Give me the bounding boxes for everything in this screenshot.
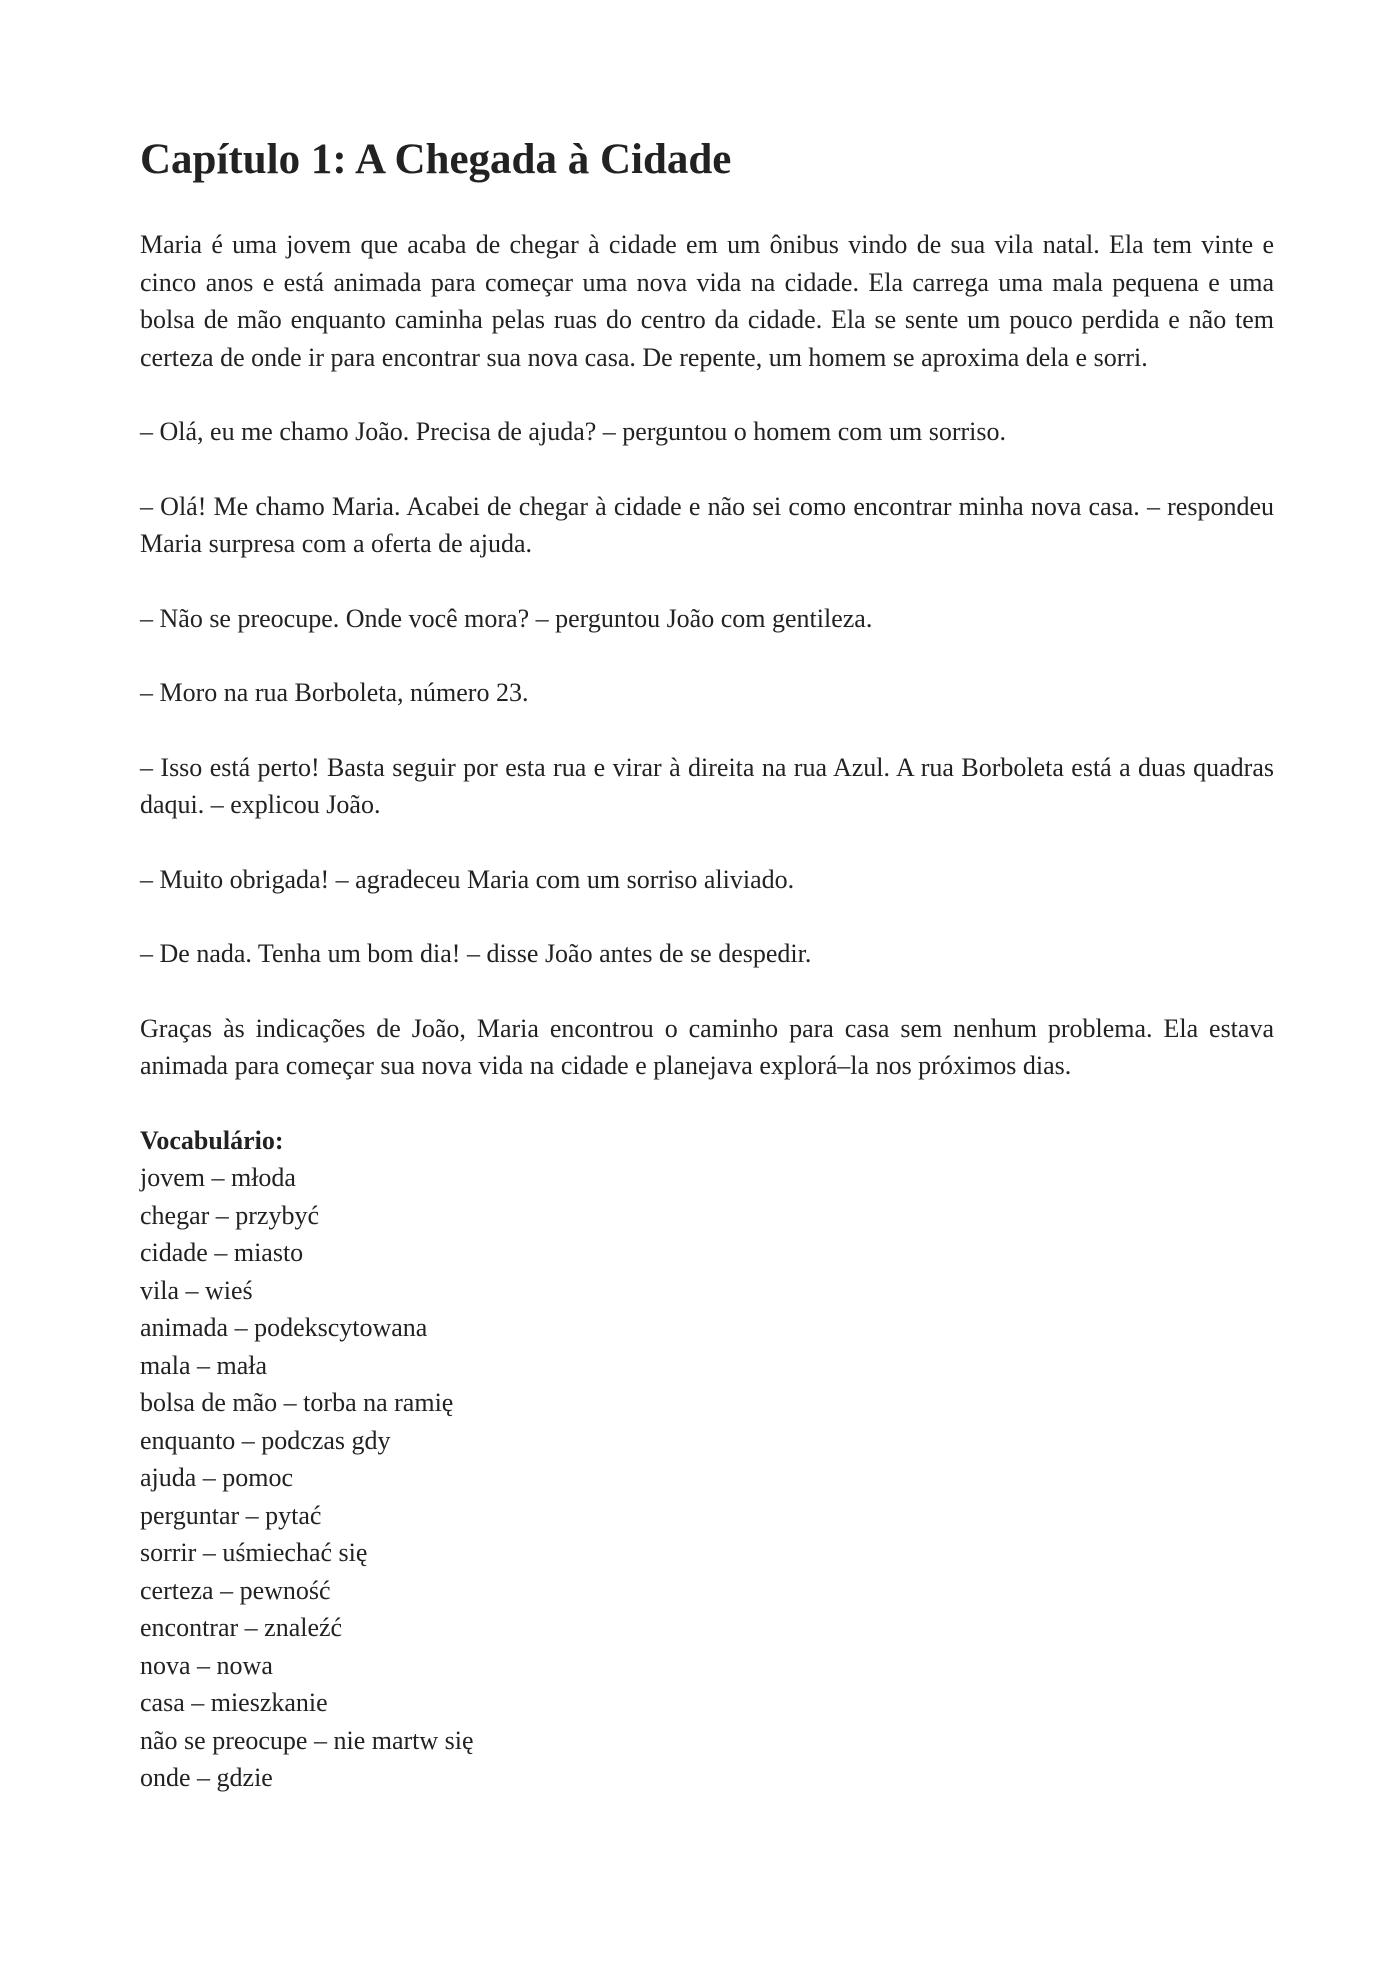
paragraph-conclusion: Graças às indicações de João, Maria encontrou o caminho para casa sem nenhum problema. Ela estava animada para começar sua nova vida na cidade e planejava explorá–la nos próximos dias. [140,1013,1274,1080]
dialogue-line: – De nada. Tenha um bom dia! – disse João antes de se despedir. [140,939,812,968]
vocabulary-item: animada – podekscytowana [140,1313,428,1342]
vocabulary-item: nova – nowa [140,1650,273,1680]
dialogue-line: – Isso está perto! Basta seguir por esta rua e virar à direita na rua Azul. A rua Borboleta está a duas quadras daqui. – explicou João. [140,752,1274,819]
dialogue-line: – Não se preocupe. Onde você mora? – perguntou João com gentileza. [140,603,873,633]
vocabulary-heading: Vocabulário: [140,1125,284,1155]
vocabulary-list [140,1159,1274,1797]
dialogue-line: – Olá, eu me chamo João. Precisa de ajuda? – perguntou o homem com um sorriso. [140,417,1006,446]
vocabulary-item: vila – wieś [140,1275,253,1305]
vocabulary-item: cidade – miasto [140,1238,304,1267]
vocabulary-item: bolsa de mão – torba na ramię [140,1388,454,1417]
dialogue-line: – Moro na rua Borboleta, número 23. [140,678,529,707]
vocabulary-item: não se preocupe – nie martw się [140,1725,474,1755]
vocabulary-item: encontrar – znaleźć [140,1613,343,1642]
chapter-title: Capítulo 1: A Chegada à Cidade [140,136,732,183]
vocabulary-item: chegar – przybyć [140,1200,320,1230]
vocabulary-item: certeza – pewność [140,1575,331,1605]
vocabulary-item: onde – gdzie [140,1763,273,1792]
vocabulary-item: ajuda – pomoc [140,1463,294,1492]
vocabulary-item: perguntar – pytać [140,1500,322,1530]
vocabulary-item: casa – mieszkanie [140,1688,328,1717]
paragraph-intro: Maria é uma jovem que acaba de chegar à cidade em um ônibus vindo de sua vila natal. Ela tem vinte e cinco anos e está animada para começar uma nova vida na cidade. Ela carrega uma mala pequena e uma bolsa de mão enquanto caminha pelas ruas do centro da cidade. Ela se sente um pouco perdida e não tem certeza de onde ir para encontrar sua nova casa. De repente, um homem se aproxima dela e sorri. [140,230,1274,372]
dialogue-line: – Olá! Me chamo Maria. Acabei de chegar à cidade e não sei como encontrar minha nova casa. – respondeu Maria surpresa com a oferta de ajuda. [140,491,1274,558]
document-content [140,132,1274,1797]
vocabulary-item: mala – mała [140,1350,268,1380]
vocabulary-item: enquanto – podczas gdy [140,1425,391,1455]
vocabulary-item: sorrir – uśmiechać się [140,1538,368,1567]
dialogue-line: – Muito obrigada! – agradeceu Maria com um sorriso aliviado. [140,864,795,894]
vocabulary-item: jovem – młoda [140,1163,296,1192]
